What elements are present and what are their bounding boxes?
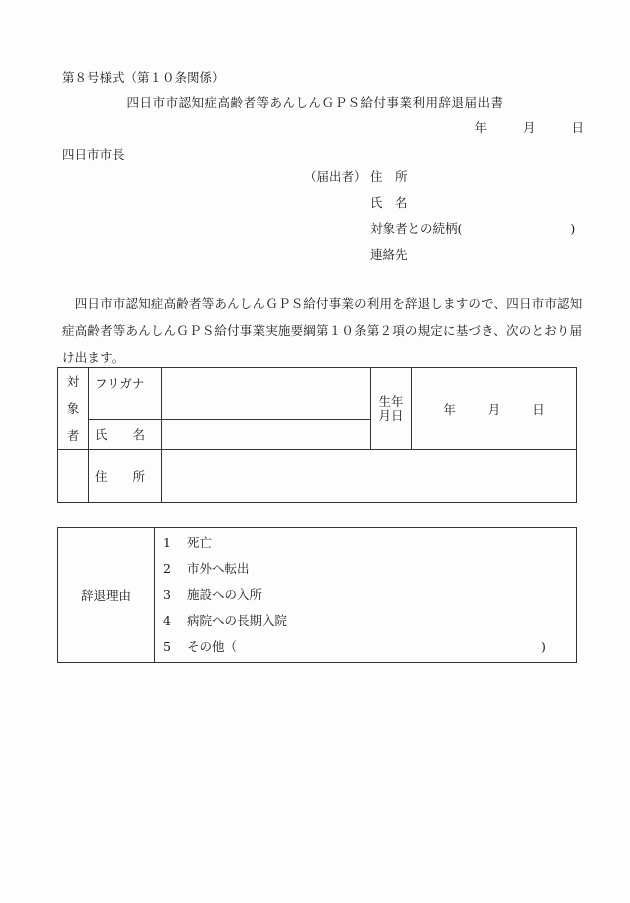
applicant-name-label: 氏 名	[370, 195, 408, 210]
form-number: 第８号様式（第１０条関係）	[62, 70, 225, 85]
reason-item[interactable]: 1 死亡	[163, 535, 213, 550]
birthdate-field[interactable]: 年 月 日	[412, 368, 577, 450]
reason-item[interactable]: 2 市外へ転出	[163, 561, 250, 576]
date-day: 日	[571, 120, 584, 135]
reason-table	[57, 527, 577, 663]
submission-date	[474, 118, 584, 136]
applicant-contact-label: 連絡先	[370, 247, 408, 262]
reason-item[interactable]: 5 その他（ )	[163, 639, 546, 654]
date-year: 年	[474, 120, 487, 135]
date-month: 月	[522, 120, 536, 135]
applicant-block	[304, 168, 575, 272]
reason-label: 辞退理由	[58, 528, 155, 663]
address-label: 住 所	[89, 450, 162, 503]
reason-list	[155, 528, 577, 663]
document-title: 四日市市認知症高齢者等あんしんＧＰＳ給付事業利用辞退届出書	[126, 95, 504, 110]
reason-item[interactable]: 4 病院への長期入院	[163, 613, 288, 628]
birthdate-label: 生年 月日	[371, 368, 412, 450]
body-text: 四日市市認知症高齢者等あんしんＧＰＳ給付事業の利用を辞退しますので、四日市市認知症高齢者等あんしんＧＰＳ給付事業実施要綱第１０条第２項の規定に基づき、次のとおり届け出ます。	[62, 296, 583, 365]
name-field[interactable]	[162, 419, 371, 449]
applicant-relation-label: 対象者との続柄(	[370, 221, 463, 236]
furigana-field[interactable]	[162, 368, 371, 420]
recipient: 四日市市長	[62, 147, 125, 162]
reason-item[interactable]: 3 施設への入所	[163, 587, 263, 602]
subject-table	[57, 367, 577, 503]
applicant-prefix: （届出者）	[304, 169, 367, 184]
applicant-relation-close: )	[570, 221, 576, 236]
applicant-address-label: 住 所	[370, 169, 408, 184]
name-label: 氏 名	[89, 419, 162, 449]
furigana-label: フリガナ	[89, 368, 162, 420]
subject-side-label: 対 象 者	[58, 368, 89, 450]
address-field[interactable]	[162, 450, 577, 503]
